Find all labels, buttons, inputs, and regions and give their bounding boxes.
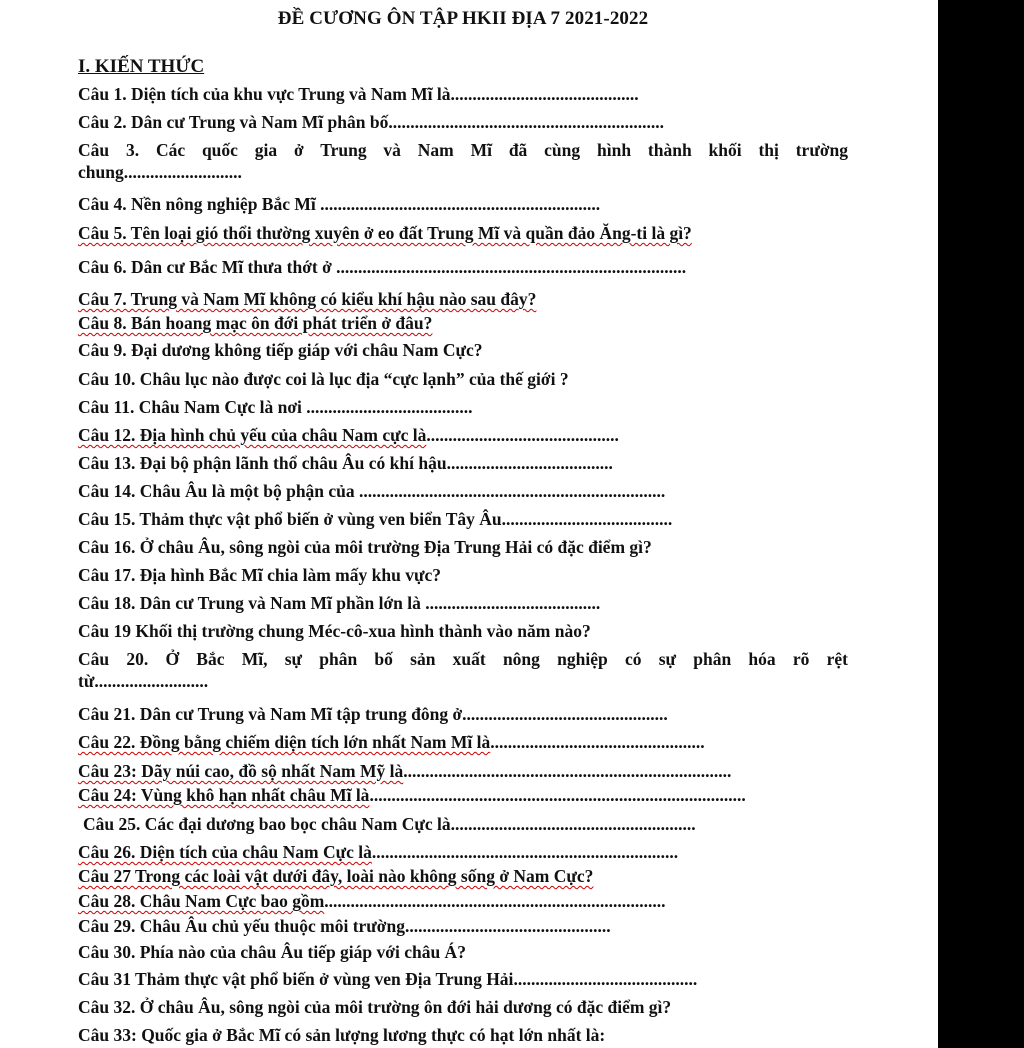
question-4: Câu 4. Nền nông nghiệp Bắc Mĩ ................................................................ xyxy=(78,194,601,214)
question-24: Câu 24: Vùng khô hạn nhất châu Mĩ là...................................................................................... xyxy=(78,785,746,805)
question-8: Câu 8. Bán hoang mạc ôn đới phát triển ở đâu? xyxy=(78,313,433,333)
question-16: Câu 16. Ở châu Âu, sông ngòi của môi trường Địa Trung Hải có đặc điểm gì? xyxy=(78,537,652,557)
question-25: Câu 25. Các đại dương bao bọc châu Nam Cực là........................................................ xyxy=(83,814,696,834)
question-19: Câu 19 Khối thị trường chung Méc-cô-xua hình thành vào năm nào? xyxy=(78,621,591,641)
question-18: Câu 18. Dân cư Trung và Nam Mĩ phần lớn là ........................................ xyxy=(78,593,601,613)
question-5: Câu 5. Tên loại gió thổi thường xuyên ở eo đất Trung Mĩ và quần đảo Ăng-ti là gì? xyxy=(78,223,692,243)
question-29: Câu 29. Châu Âu chủ yếu thuộc môi trường............................................... xyxy=(78,916,611,936)
question-11: Câu 11. Châu Nam Cực là nơi ...................................... xyxy=(78,397,473,417)
document-title: ĐỀ CƯƠNG ÔN TẬP HKII ĐỊA 7 2021-2022 xyxy=(277,8,649,29)
question-15: Câu 15. Thảm thực vật phổ biến ở vùng ven biển Tây Âu....................................... xyxy=(78,509,673,529)
question-2: Câu 2. Dân cư Trung và Nam Mĩ phân bố............................................................... xyxy=(78,112,664,132)
question-9: Câu 9. Đại dương không tiếp giáp với châu Nam Cực? xyxy=(78,340,483,360)
question-32: Câu 32. Ở châu Âu, sông ngòi của môi trường ôn đới hải dương có đặc điểm gì? xyxy=(78,997,672,1017)
question-31: Câu 31 Thảm thực vật phổ biến ở vùng ven Địa Trung Hải.......................................... xyxy=(78,969,698,989)
question-6: Câu 6. Dân cư Bắc Mĩ thưa thớt ở ................................................................................ xyxy=(78,257,687,277)
question-30: Câu 30. Phía nào của châu Âu tiếp giáp với châu Á? xyxy=(78,942,466,962)
black-margin xyxy=(938,0,1024,1048)
question-20: Câu 20. Ở Bắc Mĩ, sự phân bố sản xuất nông nghiệp có sự phân hóa rõ rệt từ.......................... xyxy=(78,649,848,691)
question-26: Câu 26. Diện tích của châu Nam Cực là...................................................................... xyxy=(78,842,679,862)
question-28: Câu 28. Châu Nam Cực bao gồm.............................................................................. xyxy=(78,891,666,911)
section-heading: I. KIẾN THỨC xyxy=(78,56,205,77)
question-1: Câu 1. Diện tích của khu vực Trung và Nam Mĩ là........................................... xyxy=(78,84,639,104)
question-21: Câu 21. Dân cư Trung và Nam Mĩ tập trung đông ở............................................... xyxy=(78,704,668,724)
question-22: Câu 22. Đồng bằng chiếm diện tích lớn nhất Nam Mĩ là................................................. xyxy=(78,732,705,752)
question-3: Câu 3. Các quốc gia ở Trung và Nam Mĩ đã cùng hình thành khối thị trường chung........................... xyxy=(78,140,848,182)
question-33: Câu 33: Quốc gia ở Bắc Mĩ có sản lượng lương thực có hạt lớn nhất là: xyxy=(78,1025,606,1045)
question-10: Câu 10. Châu lục nào được coi là lục địa “cực lạnh” của thế giới ? xyxy=(78,369,569,389)
question-27: Câu 27 Trong các loài vật dưới đây, loài nào không sống ở Nam Cực? xyxy=(78,866,594,886)
question-7: Câu 7. Trung và Nam Mĩ không có kiểu khí hậu nào sau đây? xyxy=(78,289,537,309)
question-13: Câu 13. Đại bộ phận lãnh thổ châu Âu có khí hậu...................................... xyxy=(78,453,613,473)
question-23: Câu 23: Dãy núi cao, đồ sộ nhất Nam Mỹ là........................................................................... xyxy=(78,761,732,781)
question-12: Câu 12. Địa hình chủ yếu của châu Nam cực là............................................ xyxy=(78,425,619,445)
question-17: Câu 17. Địa hình Bắc Mĩ chia làm mấy khu vực? xyxy=(78,565,441,585)
question-14: Câu 14. Châu Âu là một bộ phận của ...................................................................... xyxy=(78,481,666,501)
